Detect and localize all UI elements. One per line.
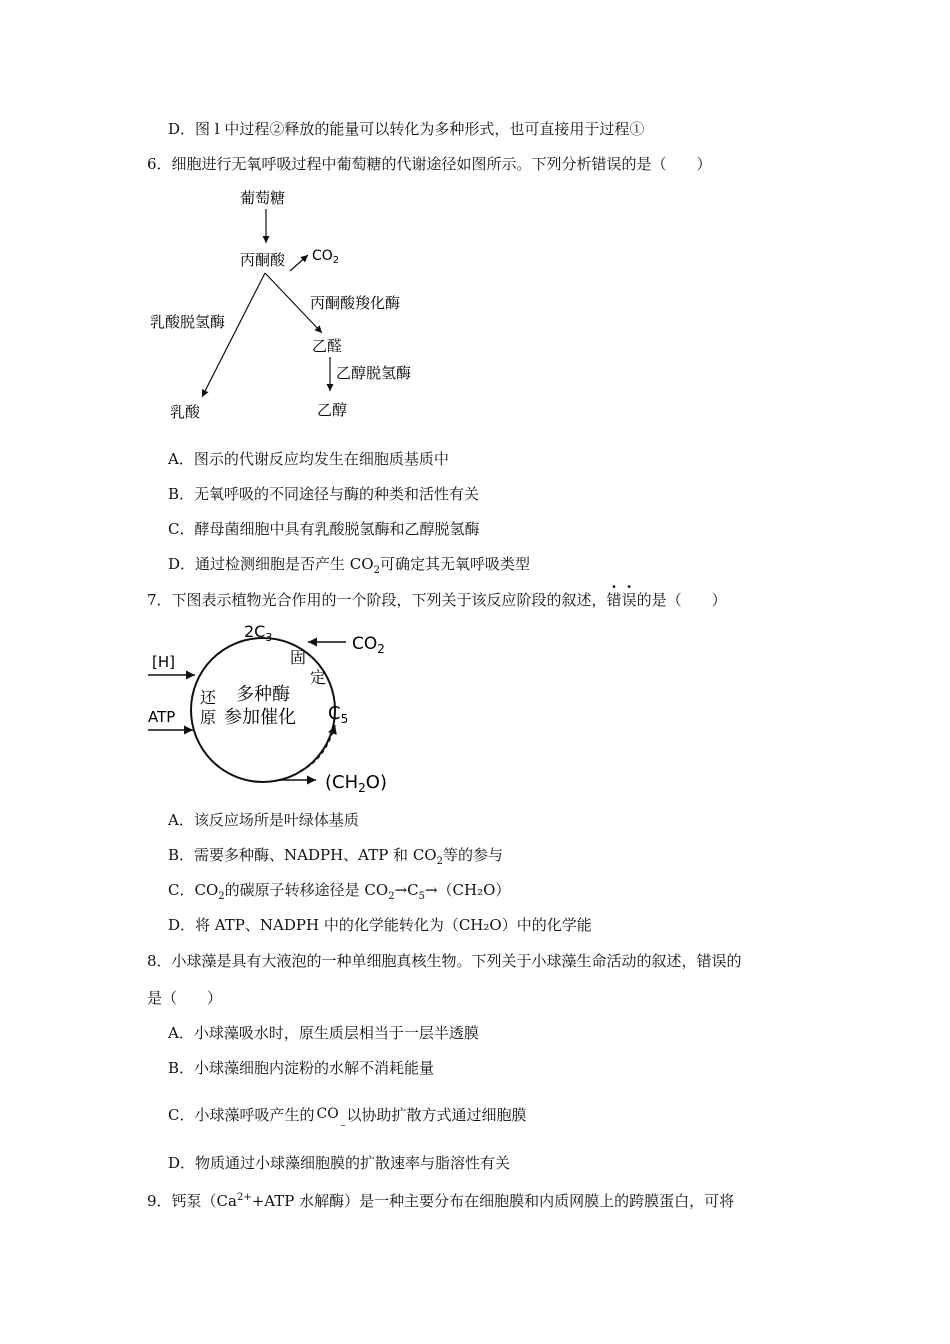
arrow-ldh <box>202 273 265 397</box>
adh-label: 乙醇脱氢酶 <box>336 364 412 382</box>
q8-option-d: D．物质通过小球藻细胞膜的扩散速率与脂溶性有关 <box>168 1154 511 1172</box>
q7-stem: 7．下图表示植物光合作用的一个阶段，下列关于该反应阶段的叙述，错误的是（ ） <box>147 591 727 609</box>
enzyme-line-2: 参加催化 <box>224 707 296 728</box>
q7-option-d: D．将 ATP、NADPH 中的化学能转化为（CH₂O）中的化学能 <box>168 916 592 934</box>
q8-option-c: C．小球藻呼吸产生的 CO – 以协助扩散方式通过细胞膜 <box>168 1106 527 1131</box>
arrow-regeneration <box>300 725 335 771</box>
ethanol-label: 乙醇 <box>317 401 348 419</box>
co2-label: $CO_2$ <box>312 248 340 266</box>
q7-calvin-diagram <box>140 615 410 800</box>
ldh-label: 乳酸脱氢酶 <box>150 313 226 331</box>
ch2o-label: $(CH_2O)$ <box>325 772 387 795</box>
atp-label: ATP <box>148 708 176 726</box>
q8-stem-line-2: 是（ ） <box>147 989 223 1007</box>
q7-option-c: C．$CO_2$的碳原子转移途径是 $CO_2\to C_5\to(CH_2O)$ <box>168 881 511 902</box>
q7-option-b: B．需要多种酶、NADPH、ATP 和 $CO_2$等的参与 <box>168 846 503 867</box>
q6-stem: 6．细胞进行无氧呼吸过程中葡萄糖的代谢途径如图所示。下列分析错误的是（ ） <box>147 155 712 173</box>
acetaldehyde-label: 乙醛 <box>312 337 343 355</box>
co2-label: $CO_2$ <box>352 634 385 656</box>
fix-2: 定 <box>310 668 327 687</box>
q9-stem: 9．钙泵（$Ca^{2+}+ATP$ 水解酶）是一种主要分布在细胞膜和内质网膜上的跨膜蛋白，可将 <box>147 1192 735 1210</box>
q8-option-a: A．小球藻吸水时，原生质层相当于一层半透膜 <box>168 1024 479 1042</box>
lactate-label: 乳酸 <box>170 403 201 421</box>
h-label: [H] <box>152 653 175 671</box>
reduce-2: 原 <box>200 708 217 727</box>
pdc-label: 丙酮酸羧化酶 <box>310 294 401 312</box>
reduce-1: 还 <box>200 688 217 707</box>
q8-stem-line-1: 8．小球藻是具有大液泡的一种单细胞真核生物。下列关于小球藻生命活动的叙述，错误的 <box>147 952 742 970</box>
fix-1: 固 <box>290 648 307 667</box>
arrow-co2 <box>290 255 308 271</box>
q8-option-b: B．小球藻细胞内淀粉的水解不消耗能量 <box>168 1059 435 1077</box>
q6-option-d: D．通过检测细胞是否产生 $CO_2$可确定其无氧呼吸类型 <box>168 555 530 576</box>
q6-option-a: A．图示的代谢反应均发生在细胞质基质中 <box>168 450 449 468</box>
c3-label: $2C_3$ <box>244 622 273 644</box>
q6-option-c: C．酵母菌细胞中具有乳酸脱氢酶和乙醇脱氢酶 <box>168 520 480 538</box>
glucose-label: 葡萄糖 <box>240 189 286 207</box>
pyruvate-label: 丙酮酸 <box>240 251 286 269</box>
enzyme-line-1: 多种酶 <box>236 684 290 705</box>
q7-option-a: A．该反应场所是叶绿体基质 <box>168 811 359 829</box>
q6-diagram <box>140 185 440 430</box>
q5-option-d: D．图 l 中过程②释放的能量可以转化为多种形式，也可直接用于过程① <box>168 120 645 138</box>
q6-option-b: B．无氧呼吸的不同途径与酶的种类和活性有关 <box>168 485 480 503</box>
c5-label: $C_5$ <box>328 703 349 726</box>
